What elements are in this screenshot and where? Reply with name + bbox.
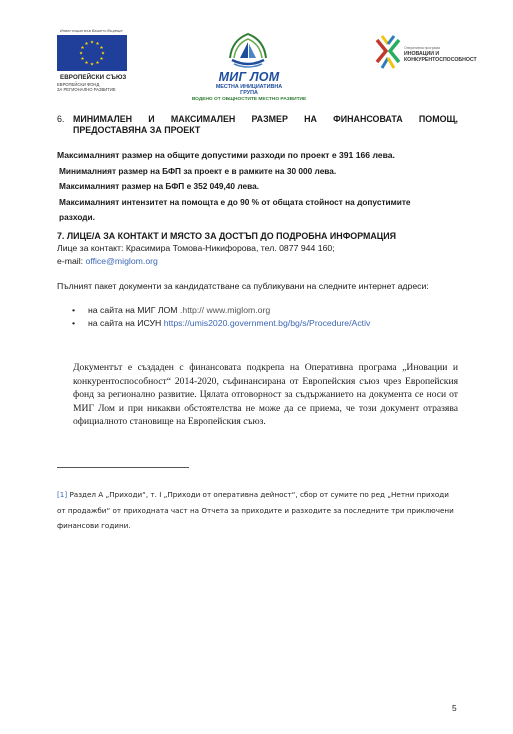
bullet-label: на сайта на МИГ ЛОМ <box>88 305 180 315</box>
mig-lom-tagline: ВОДЕНО ОТ ОБЩНОСТИТЕ МЕСТНО РАЗВИТИЕ <box>191 97 307 102</box>
eu-slogan: Инвестиции във Вашето бъдеще <box>60 29 123 33</box>
eu-flag-icon <box>57 35 127 71</box>
footnote <box>57 487 457 534</box>
page-number: 5 <box>452 703 457 713</box>
max-total-costs-text: Максималният размер на общите допустими разходи по проект е 391 166 лева. <box>57 150 395 160</box>
section-6-heading: МИНИМАЛЕН И МАКСИМАЛЕН РАЗМЕР НА ФИНАНСОВАТА ПОМОЩ, <box>73 114 458 124</box>
op-title-line-2: КОНКУРЕНТОСПОСОБНОСТ <box>404 57 477 63</box>
footnote-ref-link[interactable]: [1] <box>57 490 68 499</box>
eu-title: ЕВРОПЕЙСКИ СЪЮЗ <box>60 74 127 81</box>
email-link[interactable]: office@miglom.org <box>85 256 158 266</box>
footnote-separator <box>57 467 189 468</box>
eu-fund-line-1: ЕВРОПЕЙСКИ ФОНД <box>57 82 100 87</box>
mig-lom-subtitle-2: ГРУПА <box>240 90 258 96</box>
section-6-number: 6. <box>57 114 65 124</box>
contact-person: Лице за контакт: Красимира Томова-Никифорова, тел. 0877 944 160; <box>57 243 335 253</box>
max-grant-text: Максималният размер на БФП е 352 049,40 лева. <box>59 181 260 191</box>
list-item <box>72 318 370 328</box>
op-title-line-1: ИНОВАЦИИ И <box>404 51 440 57</box>
isun-site-link[interactable]: https://umis2020.government.bg/bg/s/Procedure/Activ <box>163 318 371 328</box>
documents-intro: Пълният пакет документи за кандидатстване са публикувани на следните интернет адреси: <box>57 281 429 291</box>
bullet-icon: • <box>72 318 76 328</box>
email-label: e-mail: <box>57 256 86 266</box>
eu-disclaimer: Документът е създаден с финансовата подкрепа на Оперативна програма „Иновации и конкурентоспособност“ 2014-2020, съфинансирана от Европейския съюз чрез Европейския фонд за регионално развитие. Цялата отговорност за съдържанието на документа се носи от МИГ Лом и при никакви обстоятелства не може да се приема, че този документ отразява официалното становище на Европейския съюз. <box>73 362 458 428</box>
op-program-label: Оперативна програма <box>404 46 440 50</box>
mig-lom-subtitle-1: МЕСТНА ИНИЦИАТИВНА <box>215 84 283 90</box>
footnote-text: Раздел А „Приходи“, т. I „Приходи от оперативна дейност“, сбор от сумите по ред „Нетни приходи от продажби“ от приходната част на Отчета за приходите и разходите за последните три приключени финансови години. <box>57 490 454 531</box>
eu-fund-text <box>57 82 137 92</box>
miglom-site-link[interactable]: .http:// www.miglom.org <box>179 305 271 315</box>
email-row <box>57 256 158 266</box>
min-grant-text: Минималният размер на БФП за проект е в рамките на 30 000 лева. <box>59 166 337 176</box>
max-intensity-text-cont: разходи. <box>59 212 95 222</box>
eu-fund-line-2: ЗА РЕГИОНАЛНО РАЗВИТИЕ <box>57 87 116 92</box>
bullet-icon: • <box>72 305 76 315</box>
max-intensity-text: Максималният интензитет на помощта е до 90 % от общата стойност на допустимите <box>59 197 411 207</box>
section-7-heading: 7. ЛИЦЕ/А ЗА КОНТАКТ И МЯСТО ЗА ДОСТЪП ДО ПОДРОБНА ИНФОРМАЦИЯ <box>57 231 397 241</box>
bullet-label: на сайта на ИСУН <box>88 318 164 328</box>
mig-lom-name: МИГ ЛОМ <box>218 70 280 84</box>
op-innovation-logo-icon <box>373 34 403 70</box>
section-6-heading-line-2: ПРЕДОСТАВЯНА ЗА ПРОЕКТ <box>73 125 201 135</box>
list-item <box>72 305 270 315</box>
mig-lom-logo-icon <box>224 28 272 72</box>
